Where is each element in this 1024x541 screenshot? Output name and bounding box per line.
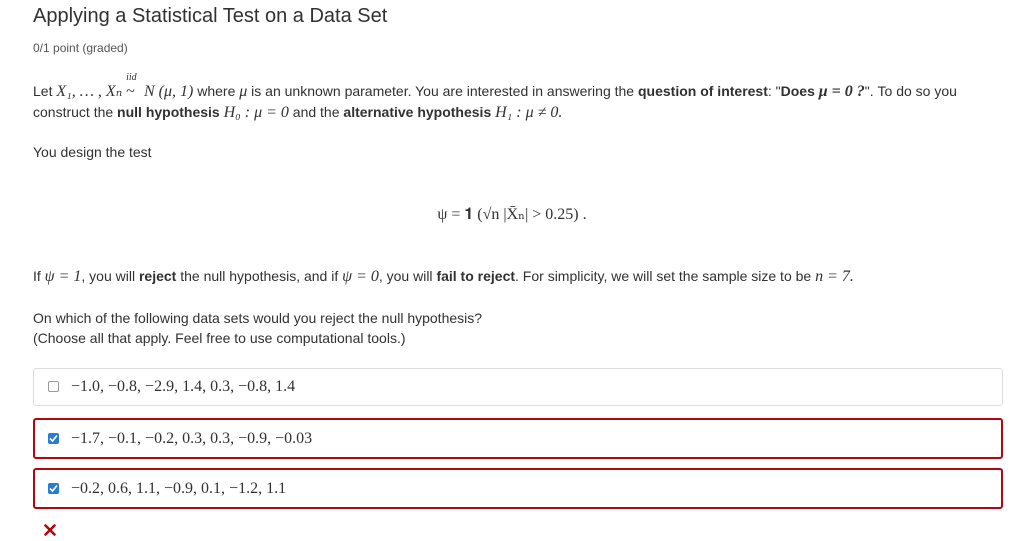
- text: If: [33, 268, 45, 284]
- problem-statement: [33, 72, 1003, 123]
- text: where: [193, 83, 240, 99]
- problem-title: Applying a Statistical Test on a Data Set: [33, 5, 388, 27]
- text: ". To do so you construct the: [33, 83, 957, 120]
- math-mu: μ: [239, 83, 248, 100]
- math-distribution: N (μ, 1): [143, 83, 194, 100]
- text: , you will: [81, 268, 139, 284]
- iid-symbol: iid ~: [126, 81, 140, 102]
- design-text: You design the test: [33, 144, 152, 160]
- math-samples: X₁, … , Xₙ: [56, 83, 123, 100]
- null-hypothesis-label: null hypothesis: [117, 104, 220, 120]
- choice-label: −1.0, −0.8, −2.9, 1.4, 0.3, −0.8, 1.4: [71, 378, 296, 395]
- choice-label: −1.7, −0.1, −0.2, 0.3, 0.3, −0.9, −0.03: [71, 430, 313, 447]
- choice-option-1[interactable]: [33, 368, 1003, 406]
- decision-rule: [33, 266, 1003, 287]
- math-psi1: ψ = 1: [44, 268, 82, 285]
- text: Let: [33, 83, 57, 99]
- fail-to-reject-label: fail to reject: [436, 268, 516, 284]
- math-psi0: ψ = 0: [342, 268, 379, 285]
- points-status: 0/1 point (graded): [33, 41, 128, 55]
- checkbox-unchecked[interactable]: [48, 381, 59, 392]
- math-n: n = 7.: [815, 268, 854, 285]
- incorrect-icon: [44, 523, 56, 541]
- alternative-hypothesis-label: alternative hypothesis: [343, 104, 492, 120]
- text: and the: [288, 104, 344, 120]
- instruction-line: (Choose all that apply. Feel free to use computational tools.): [33, 330, 406, 346]
- question-prompt: [33, 308, 1003, 348]
- text: . For simplicity, we will set the sample size to be: [515, 268, 816, 284]
- math-h0: H₀ : μ = 0: [223, 104, 289, 121]
- test-formula: ψ = 𝟏 (√n |X̄ₙ| > 0.25) .: [437, 206, 587, 223]
- choice-label: −0.2, 0.6, 1.1, −0.9, 0.1, −1.2, 1.1: [71, 480, 287, 497]
- choice-option-3[interactable]: [33, 468, 1003, 509]
- question-line: On which of the following data sets would you reject the null hypothesis?: [33, 310, 483, 326]
- checkbox-checked[interactable]: [48, 483, 59, 494]
- question-of-interest-label: question of interest: [637, 83, 768, 99]
- reject-label: reject: [138, 268, 177, 284]
- question-text: Does: [780, 83, 815, 99]
- checkmark-icon: [49, 434, 58, 443]
- text: is an unknown parameter. You are interested in answering the: [247, 83, 638, 99]
- math-h1: H₁ : μ ≠ 0.: [495, 104, 563, 121]
- choice-option-2[interactable]: [33, 418, 1003, 459]
- checkmark-icon: [49, 484, 58, 493]
- checkbox-checked[interactable]: [48, 433, 59, 444]
- text: , you will: [378, 268, 437, 284]
- iid-label: iid: [126, 72, 137, 83]
- math-question: μ = 0 ?: [818, 83, 865, 100]
- text: the null hypothesis, and if: [176, 268, 343, 284]
- text: : ": [767, 83, 781, 99]
